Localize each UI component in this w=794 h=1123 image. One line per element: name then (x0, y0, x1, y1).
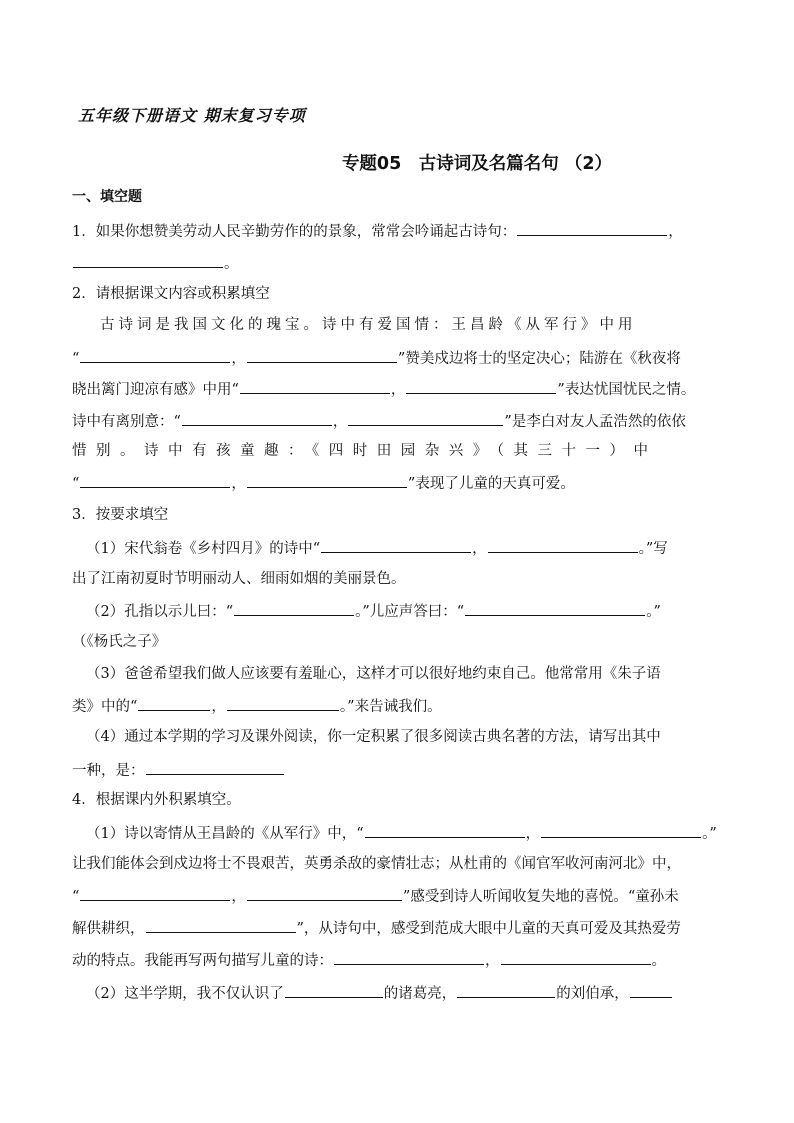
q2-comma: ， (332, 414, 348, 430)
q2-text: ”赞美戍边将士的坚定决心；陆游在《秋夜将 (397, 351, 681, 367)
answer-blank[interactable] (517, 220, 667, 236)
q4-text: 动的特点。我能再写两句描写儿童的诗： (72, 953, 333, 969)
answer-blank[interactable] (321, 537, 471, 553)
answer-blank[interactable] (501, 949, 651, 965)
q3-item-2-line-1 (86, 600, 661, 622)
q2-text: 晓出篱门迎凉有感》中用“ (72, 382, 239, 398)
q4-comma: ， (485, 953, 500, 969)
answer-blank[interactable] (80, 347, 230, 363)
q3-item-3-line-1: （3）爸爸希望我们做人应该要有羞耻心，这样才可以很好地约束自己。他常常用《朱子语 (86, 666, 661, 682)
q4-text: ”，从诗句中，感受到范成大眼中儿童的天真可爱及其热爱劳 (296, 921, 681, 937)
answer-blank[interactable] (365, 822, 525, 838)
q2-text: ”是李白对友人孟浩然的依依 (504, 414, 686, 430)
q4-text: 解供耕织， (72, 921, 145, 937)
q1-prompt: 1．如果你想赞美劳动人民辛勤劳作的的景象，常常会吟诵起古诗句： (72, 224, 517, 240)
answer-blank[interactable] (146, 759, 284, 775)
q4-comma: ， (525, 826, 541, 842)
q4-item-2-line-1 (86, 982, 673, 1004)
answer-blank[interactable] (73, 252, 223, 268)
q3-item-4-line-2 (72, 759, 285, 781)
answer-blank[interactable] (488, 537, 638, 553)
answer-blank[interactable] (247, 347, 397, 363)
q2-comma: ， (231, 351, 246, 367)
answer-blank[interactable] (334, 949, 484, 965)
q2-text: ”表达忧国忧民之情。 (557, 382, 696, 398)
q4-text: 的刘伯承， (556, 986, 629, 1002)
q4-item-1-line-4 (72, 917, 681, 939)
q3-text: 。” (646, 604, 661, 620)
q3-heading: 3．按要求填空 (72, 507, 169, 523)
q2-text: 诗中有离别意：“ (72, 414, 181, 430)
answer-blank[interactable] (630, 982, 672, 998)
q1-line-1 (72, 220, 683, 242)
q4-text: （2）这半学期，我不仅认识了 (86, 986, 284, 1002)
q2-line-4 (72, 410, 686, 432)
answer-blank[interactable] (541, 822, 701, 838)
q4-item-1-line-1 (86, 822, 717, 844)
q3-text: 。”写 (638, 541, 668, 557)
answer-blank[interactable] (348, 410, 503, 426)
answer-blank[interactable] (457, 982, 555, 998)
answer-blank[interactable] (465, 600, 645, 616)
answer-blank[interactable] (247, 885, 402, 901)
q2-quote-open: “ (72, 476, 80, 492)
q4-text: ”感受到诗人听闻收复失地的喜悦。“童孙未 (402, 889, 679, 905)
q2-heading: 2．请根据课文内容或积累填空 (72, 286, 270, 302)
answer-blank[interactable] (80, 472, 230, 488)
q2-text: ”表现了儿童的天真可爱。 (407, 476, 575, 492)
answer-blank[interactable] (240, 378, 390, 394)
q3-comma: ， (472, 541, 487, 557)
q4-end: 。 (651, 953, 666, 969)
q2-line-3 (72, 378, 695, 400)
answer-blank[interactable] (285, 982, 383, 998)
q3-item-4-line-1: （4）通过本学期的学习及课外阅读，你一定积累了很多阅读古典名著的方法，请写出其中 (86, 729, 661, 745)
q4-item-1-line-2: 让我们能体会到戍边将士不畏艰苦，英勇杀敌的豪情壮志；从杜甫的《闻官军收河南河北》中， (72, 856, 681, 872)
q1-line-2 (72, 252, 239, 274)
answer-blank[interactable] (182, 410, 332, 426)
q1-end: 。 (224, 256, 239, 272)
title-text: 专题05 古诗词及名篇名句 （2） (341, 154, 613, 174)
q1-comma: ， (668, 224, 683, 240)
q4-item-1-line-3 (72, 885, 679, 907)
q2-line-6 (72, 472, 575, 494)
q4-text: （1）诗以寄情从王昌龄的《从军行》中，“ (86, 826, 364, 842)
q3-text: 。”来告诫我们。 (339, 699, 442, 715)
q3-text: 一种，是： (72, 763, 145, 779)
q3-item-2-line-2: （《杨氏之子》 (72, 634, 167, 650)
q4-text: 的诸葛亮， (383, 986, 457, 1002)
q3-item-1-line-1 (86, 537, 668, 559)
worksheet-header: 五年级下册语文 期末复习专项 (78, 106, 306, 125)
q2-line-2 (72, 347, 681, 369)
page-title (0, 150, 794, 175)
answer-blank[interactable] (227, 695, 339, 711)
q4-item-1-line-5 (72, 949, 666, 971)
q3-text: 。”儿应声答曰：“ (355, 604, 465, 620)
answer-blank[interactable] (234, 600, 354, 616)
q4-comma: ， (231, 889, 246, 905)
section-heading: 一、填空题 (72, 189, 142, 205)
q4-heading: 4．根据课内外积累填空。 (72, 792, 241, 808)
q3-item-1-line-2: 出了江南初夏时节明丽动人、细雨如烟的美丽景色。 (72, 571, 406, 587)
q2-line-1: 古诗词是我国文化的瑰宝。诗中有爱国情：王昌龄《从军行》中用 (100, 317, 637, 333)
answer-blank[interactable] (406, 378, 556, 394)
q2-line-5: 惜别。诗中有孩童趣：《四时田园杂兴》（其三十一）中 (72, 443, 658, 459)
q4-quote-open: “ (72, 889, 80, 905)
q3-text: （2）孔指以示儿曰：“ (86, 604, 234, 620)
q2-comma: ， (390, 382, 406, 398)
q3-item-3-line-2 (72, 695, 442, 717)
q2-comma: ， (231, 476, 246, 492)
q2-quote-open: “ (72, 351, 80, 367)
answer-blank[interactable] (247, 472, 407, 488)
answer-blank[interactable] (138, 695, 210, 711)
answer-blank[interactable] (80, 885, 230, 901)
q3-comma: ， (211, 699, 226, 715)
answer-blank[interactable] (146, 917, 296, 933)
q3-text: （1）宋代翁卷《乡村四月》的诗中“ (86, 541, 321, 557)
q4-text: 。” (702, 826, 717, 842)
q3-text: 类》中的“ (72, 699, 138, 715)
